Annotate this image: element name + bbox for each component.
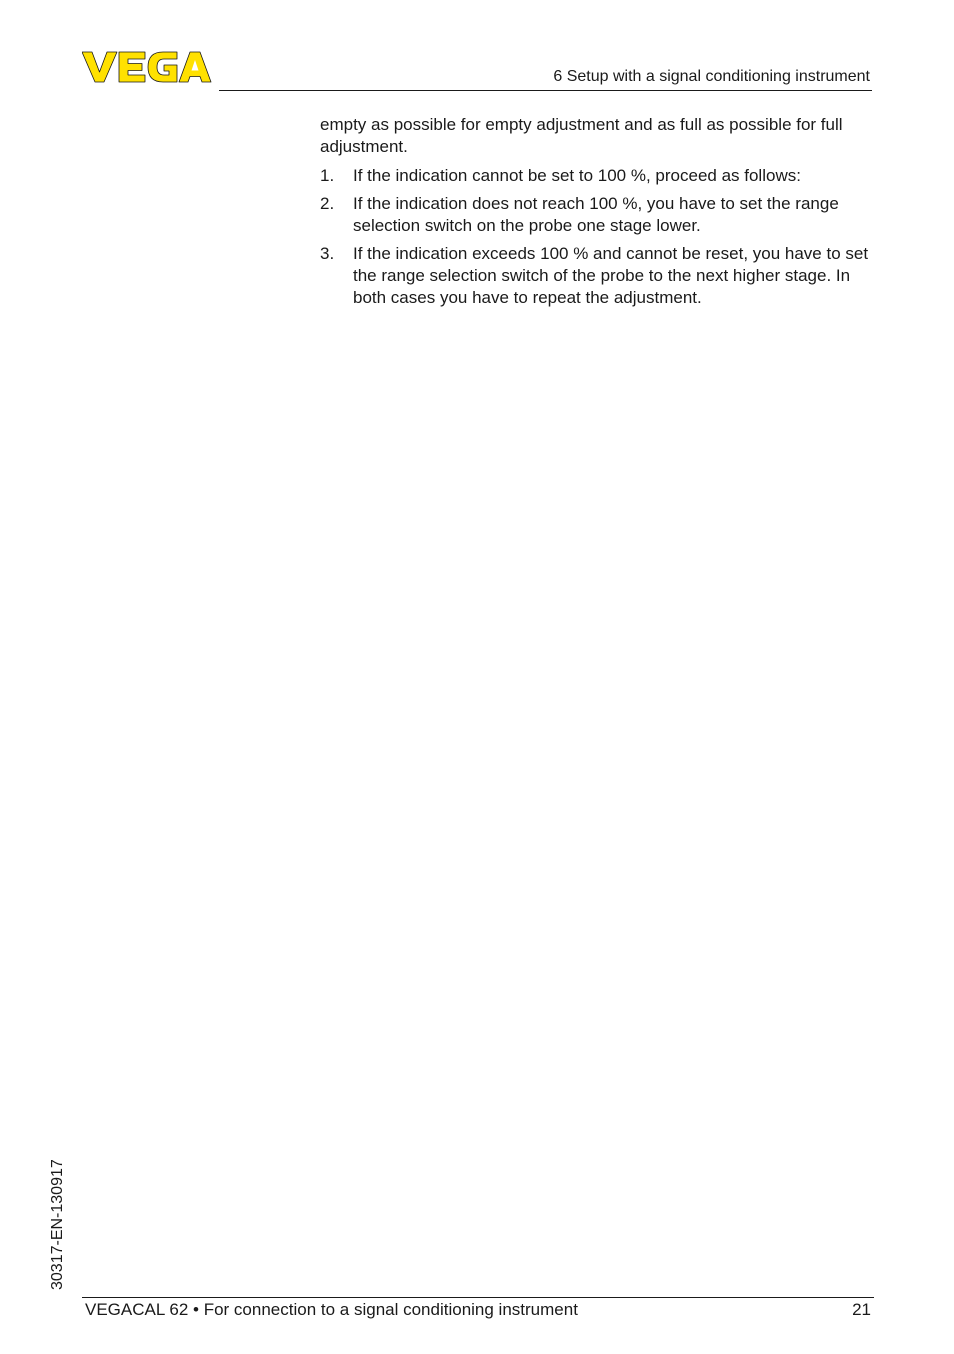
footer-document-title: VEGACAL 62 • For connection to a signal conditioning instrument	[85, 1300, 578, 1319]
step-number: 1.	[320, 166, 335, 185]
step-text: If the indication cannot be set to 100 %, proceed as follows:	[353, 166, 801, 185]
steps-list	[320, 165, 876, 309]
main-content	[320, 114, 876, 315]
list-item	[320, 165, 876, 187]
list-item	[320, 193, 876, 237]
step-text: If the indication exceeds 100 % and cannot be reset, you have to set the range selection switch of the probe to the next higher stage. In both cases you have to repeat the adjustment.	[353, 244, 869, 307]
step-text: If the indication does not reach 100 %, you have to set the range selection switch on the probe one stage lower.	[353, 194, 839, 235]
vega-logo	[82, 50, 212, 84]
list-item	[320, 243, 876, 309]
document-code: 30317-EN-130917	[49, 1159, 66, 1290]
intro-paragraph: empty as possible for empty adjustment and as full as possible for full adjustment.	[320, 115, 843, 156]
section-title: 6 Setup with a signal conditioning instrument	[553, 68, 870, 85]
page-number: 21	[852, 1300, 871, 1319]
footer-divider	[82, 1297, 874, 1298]
step-number: 2.	[320, 194, 335, 213]
step-number: 3.	[320, 244, 335, 263]
header-divider	[219, 90, 872, 91]
